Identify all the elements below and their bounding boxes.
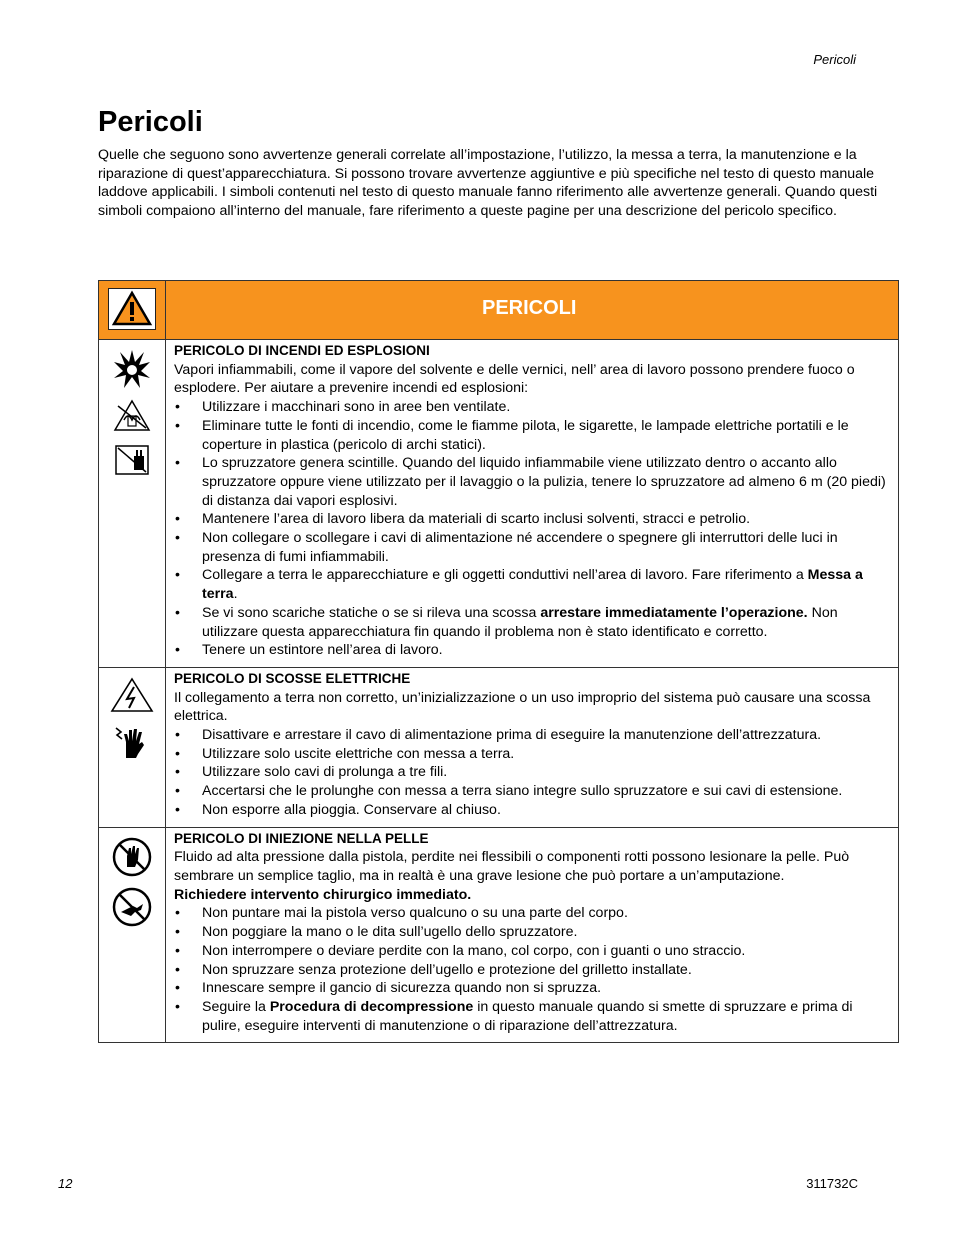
list-item: • Disattivare e arrestare il cavo di alimentazione prima di eseguire la manutenzione dell’attrezzatura. bbox=[174, 726, 890, 745]
document-number: 311732C bbox=[806, 1176, 858, 1191]
list-item: • Innescare sempre il gancio di sicurezza quando non si spruzza. bbox=[174, 979, 890, 998]
no-spark-icon bbox=[112, 398, 152, 434]
no-hand-spray-icon bbox=[111, 836, 153, 878]
page-title: Pericoli bbox=[98, 106, 203, 138]
bullet-list bbox=[174, 398, 890, 660]
hazard-row-electric bbox=[99, 667, 899, 827]
hazard-row-fire bbox=[99, 340, 899, 668]
list-item: • Seguire la Procedura di decompressione in questo manuale quando si smette di spruzzare e prima di pulire, eseguire interventi di manutenzione o di riparazione dell’attrezzatura. bbox=[174, 998, 890, 1035]
section-intro: Vapori infiammabili, come il vapore del solvente e delle vernici, nell’ area di lavoro possono prendere fuoco o esplodere. Per aiutare a prevenire incendi ed esplosioni: bbox=[174, 361, 855, 397]
list-item: • Utilizzare solo cavi di prolunga a tre fili. bbox=[174, 763, 890, 782]
section-title: PERICOLO DI INIEZIONE NELLA PELLE bbox=[174, 830, 429, 846]
electric-shock-icon bbox=[109, 676, 155, 714]
section-intro-bold: Richiedere intervento chirurgico immediato. bbox=[174, 886, 472, 903]
list-item: • Eliminare tutte le fonti di incendio, come le fiamme pilota, le sigarette, le lampade elettriche portatili e le coperture in plastica (pericolo di archi statici). bbox=[174, 417, 890, 454]
header-icon-cell bbox=[99, 281, 166, 340]
list-item: • Tenere un estintore nell’area di lavoro. bbox=[174, 641, 890, 660]
hazard-text-injection bbox=[166, 827, 899, 1043]
hazards-table bbox=[98, 280, 899, 1043]
no-plug-icon bbox=[112, 442, 152, 478]
bullet-list bbox=[174, 904, 890, 1035]
list-item: • Non collegare o scollegare i cavi di alimentazione né accendere o spegnere gli interruttori delle luci in presenza di fumi infiammabili. bbox=[174, 529, 890, 566]
hazard-row-injection bbox=[99, 827, 899, 1043]
section-intro: Il collegamento a terra non corretto, un’inizializzazione o un uso improprio del sistema può causare una scossa elettrica. bbox=[174, 689, 871, 725]
list-item: • Utilizzare i macchinari sono in aree ben ventilate. bbox=[174, 398, 890, 417]
section-title: PERICOLO DI SCOSSE ELETTRICHE bbox=[174, 670, 411, 686]
list-item: • Mantenere l’area di lavoro libera da materiali di scarto inclusi solventi, stracci e petrolio. bbox=[174, 510, 890, 529]
shock-hand-icon bbox=[112, 722, 152, 762]
hazard-icons-injection bbox=[99, 827, 166, 1043]
explosion-icon bbox=[112, 348, 152, 390]
list-item: • Non spruzzare senza protezione dell’ugello e protezione del grilletto installate. bbox=[174, 961, 890, 980]
hazards-table-header bbox=[99, 281, 899, 340]
bullet-list bbox=[174, 726, 890, 820]
list-item: • Accertarsi che le prolunghe con messa a terra siano integre sullo spruzzatore e sui cavi di estensione. bbox=[174, 782, 890, 801]
hazard-icons-fire bbox=[99, 340, 166, 668]
hazard-icons-electric bbox=[99, 667, 166, 827]
list-item: • Se vi sono scariche statiche o se si rileva una scossa arrestare immediatamente l’operazione. Non utilizzare questa apparecchiatura fin quando il problema non è stato identificato e corretto. bbox=[174, 604, 890, 641]
no-spray-injection-icon bbox=[111, 886, 153, 928]
list-item: • Non poggiare la mano o le dita sull’ugello dello spruzzatore. bbox=[174, 923, 890, 942]
list-item: • Lo spruzzatore genera scintille. Quando del liquido infiammabile viene utilizzato dentro o accanto allo spruzzatore oppure viene utilizzato per il lavaggio o la pulizia, tenere lo spruzzatore ad almeno 6 m (20 piedi) di distanza dai vapori esplosivi. bbox=[174, 454, 890, 510]
hazard-text-fire bbox=[166, 340, 899, 668]
intro-paragraph: Quelle che seguono sono avvertenze generali correlate all’impostazione, l’utilizzo, la messa a terra, la manutenzione e la riparazione di quest’apparecchiatura. Si possono trovare avvertenze aggiuntive e più specifiche nel testo di questo manuale laddove applicabili. I simboli contenuti nel testo di questo manuale fanno riferimento alle avvertenze generali. Quando questi simboli compaiono all’interno del manuale, fare riferimento a queste pagine per una descrizione del pericolo specifico. bbox=[98, 147, 878, 220]
list-item: • Non interrompere o deviare perdite con la mano, col corpo, con i guanti o uno straccio. bbox=[174, 942, 890, 961]
warning-icon bbox=[108, 288, 156, 330]
list-item: • Non puntare mai la pistola verso qualcuno o su una parte del corpo. bbox=[174, 904, 890, 923]
list-item: • Collegare a terra le apparecchiature e gli oggetti conduttivi nell’area di lavoro. Fare riferimento a Messa a terra. bbox=[174, 566, 890, 603]
list-item: • Utilizzare solo uscite elettriche con messa a terra. bbox=[174, 745, 890, 764]
page-number: 12 bbox=[58, 1176, 73, 1191]
hazard-text-electric bbox=[166, 667, 899, 827]
section-intro: Fluido ad alta pressione dalla pistola, perdite nei flessibili o componenti rotti possono lesionare la pelle. Può sembrare un semplice taglio, ma in realtà è una grave lesione che può portare a un’amputazione. bbox=[174, 849, 850, 884]
hazards-table-title: PERICOLI bbox=[166, 281, 899, 340]
list-item: • Non esporre alla pioggia. Conservare al chiuso. bbox=[174, 801, 890, 820]
section-title: PERICOLO DI INCENDI ED ESPLOSIONI bbox=[174, 343, 430, 358]
running-head: Pericoli bbox=[813, 52, 856, 67]
